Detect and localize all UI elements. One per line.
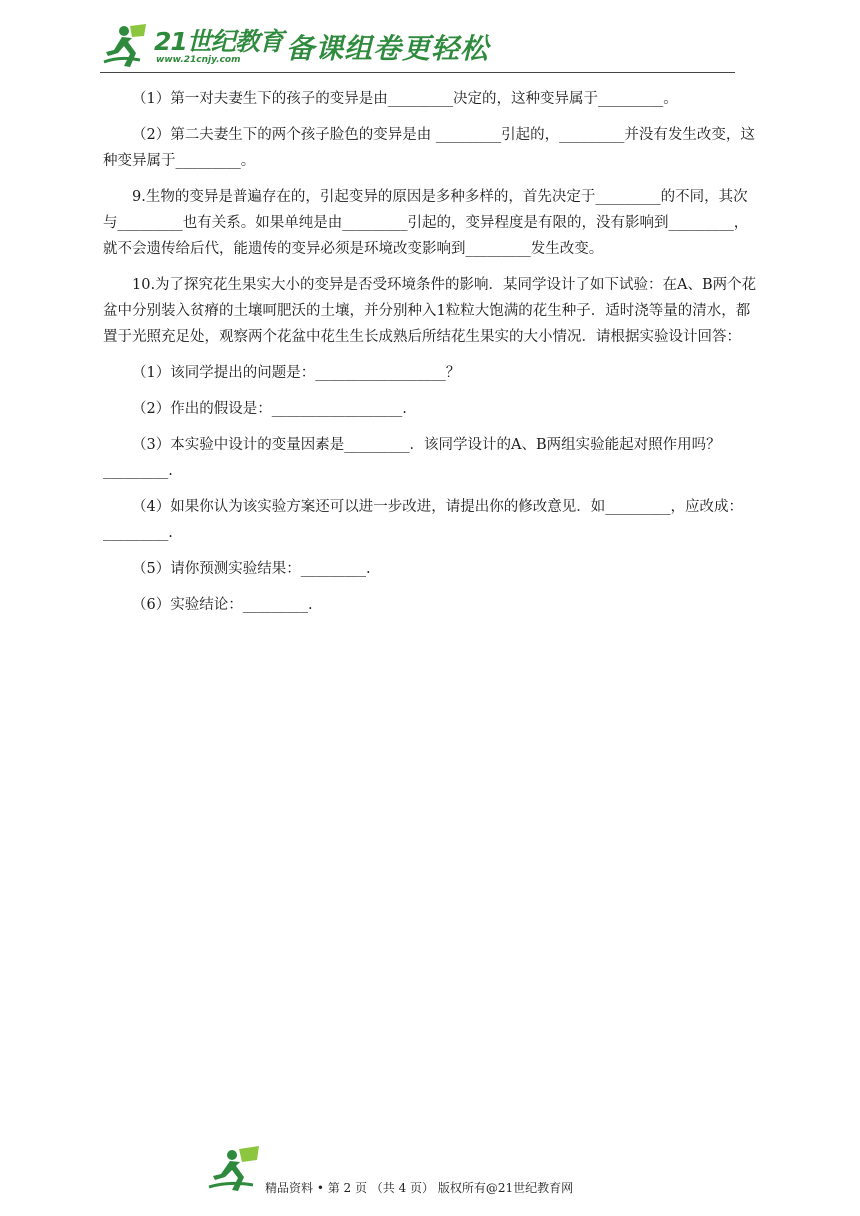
brand-name: 21世纪教育 bbox=[154, 27, 283, 56]
question-10-part-4: （4）如果你认为该实验方案还可以进一步改进，请提出你的修改意见．如_________，应改成：_________. bbox=[103, 499, 743, 541]
question-10-part-1: （1）该同学提出的问题是：__________________？ bbox=[132, 365, 461, 381]
question-10-part-6: （6）实验结论：_________. bbox=[132, 597, 313, 613]
question-9: 9.生物的变异是普遍存在的，引起变异的原因是多种多样的，首先决定于_________的不同，其次与_________也有关系。如果单纯是由_________引起的，变异程度是有限的，没有影响到_________，就不会遗传给后代，能遗传的变异必须是环境改变影响到_________发生改变。 bbox=[103, 189, 749, 257]
question-10-stem: 10.为了探究花生果实大小的变异是否受环境条件的影响．某同学设计了如下试验：在A、B两个花盆中分别装入贫瘠的土壤呵肥沃的土壤，并分别种入1粒粒大饱满的花生种子．适时浇等量的清水，都置于光照充足处，观察两个花盆中花生生长成熟后所结花生果实的大小情况．请根据实验设计回答： bbox=[103, 277, 757, 345]
question-10-part-3: （3）本实验中设计的变量因素是_________．该同学设计的A、B两组实验能起对照作用吗？_________. bbox=[103, 437, 721, 479]
runner-logo-icon bbox=[100, 22, 152, 68]
question-8-part-1: （1）第一对夫妻生下的孩子的变异是由_________决定的，这种变异属于_________。 bbox=[132, 91, 678, 107]
footer-text: 精品资料 • 第 2 页 （共 4 页） 版权所有@21世纪教育网 bbox=[265, 1181, 574, 1195]
brand-slogan: 备课组卷更轻松 bbox=[286, 32, 490, 65]
worksheet-content bbox=[103, 86, 761, 628]
question-10-part-5: （5）请你预测实验结果：_________. bbox=[132, 561, 371, 577]
page-footer bbox=[205, 1145, 665, 1195]
footer-runner-logo-icon bbox=[205, 1145, 265, 1193]
question-10-part-2: （2）作出的假设是：__________________. bbox=[132, 401, 407, 417]
brand-url: www.21cnjy.com bbox=[156, 55, 241, 65]
question-8-part-2: （2）第二夫妻生下的两个孩子脸色的变异是由 _________引起的，_________并没有发生改变，这种变异属于_________。 bbox=[103, 127, 755, 169]
page-header bbox=[100, 20, 735, 73]
